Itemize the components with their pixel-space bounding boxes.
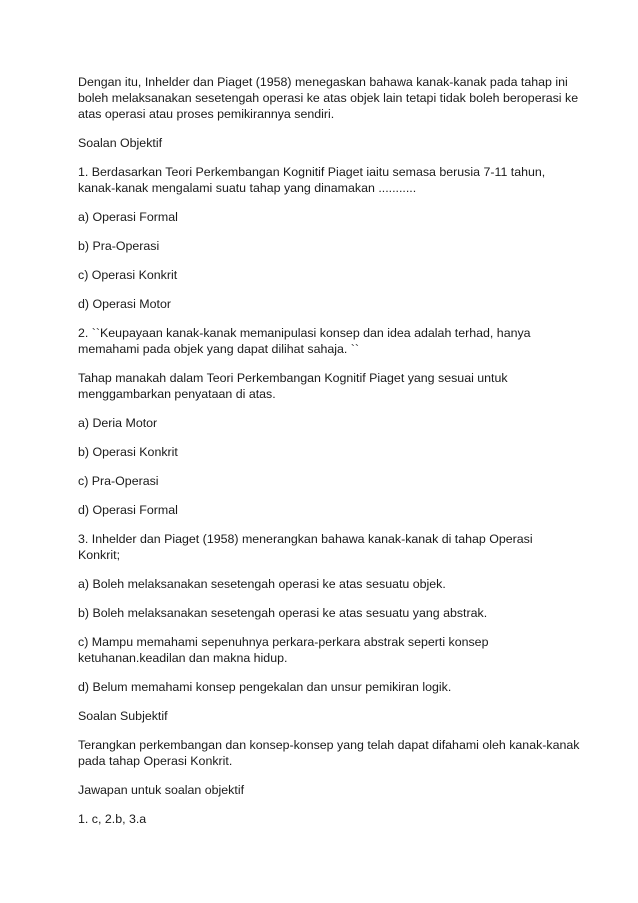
text-line: kanak-kanak mengalami suatu tahap yang dinamakan ........... (78, 181, 417, 195)
section-heading-subjektif: Soalan Subjektif (78, 709, 168, 723)
intro-paragraph (78, 74, 579, 122)
question-2 (78, 370, 568, 402)
text-line: 1. Berdasarkan Teori Perkembangan Kognitif Piaget iaitu semasa berusia 7-11 tahun, (78, 165, 546, 179)
q1-option-b: b) Pra-Operasi (78, 239, 160, 253)
text-line: memahami pada objek yang dapat dilihat sahaja. `` (78, 342, 360, 356)
answers-heading: Jawapan untuk soalan objektif (78, 783, 245, 797)
text-line: Terangkan perkembangan dan konsep-konsep yang telah dapat difahami oleh kanak-kanak (78, 738, 580, 752)
q1-option-c: c) Operasi Konkrit (78, 268, 178, 282)
text-line: boleh melaksanakan sesetengah operasi ke atas objek lain tetapi tidak boleh beroperasi ke (78, 91, 579, 105)
text-line: atas operasi atau proses pemikirannya sendiri. (78, 107, 335, 121)
q3-option-b: b) Boleh melaksanakan sesetengah operasi ke atas sesuatu yang abstrak. (78, 606, 488, 620)
subjektif-question (78, 737, 580, 769)
text-line: pada tahap Operasi Konkrit. (78, 754, 233, 768)
q1-option-a: a) Operasi Formal (78, 210, 178, 224)
q2-option-d: d) Operasi Formal (78, 503, 178, 517)
q2-option-a: a) Deria Motor (78, 416, 158, 430)
q2-option-b: b) Operasi Konkrit (78, 445, 178, 459)
text-line: ketuhanan.keadilan dan makna hidup. (78, 651, 288, 665)
text-line: 2. ``Keupayaan kanak-kanak memanipulasi konsep dan idea adalah terhad, hanya (78, 326, 531, 340)
question-1 (78, 164, 568, 196)
text-line: menggambarkan penyataan di atas. (78, 387, 276, 401)
question-3: 3. Inhelder dan Piaget (1958) menerangkan bahawa kanak-kanak di tahap Operasi Konkrit; (78, 532, 533, 562)
q2-option-c: c) Pra-Operasi (78, 474, 159, 488)
question-2-quote (78, 325, 568, 357)
q3-option-c (78, 634, 568, 666)
section-heading-objektif: Soalan Objektif (78, 136, 163, 150)
document-page (78, 74, 580, 840)
answers-text: 1. c, 2.b, 3.a (78, 812, 147, 826)
q1-option-d: d) Operasi Motor (78, 297, 171, 311)
q3-option-d: d) Belum memahami konsep pengekalan dan unsur pemikiran logik. (78, 680, 452, 694)
q3-option-a: a) Boleh melaksanakan sesetengah operasi ke atas sesuatu objek. (78, 577, 446, 591)
text-line: Tahap manakah dalam Teori Perkembangan Kognitif Piaget yang sesuai untuk (78, 371, 508, 385)
text-line: c) Mampu memahami sepenuhnya perkara-perkara abstrak seperti konsep (78, 635, 489, 649)
text-line: Dengan itu, Inhelder dan Piaget (1958) menegaskan bahawa kanak-kanak pada tahap ini (78, 75, 568, 89)
